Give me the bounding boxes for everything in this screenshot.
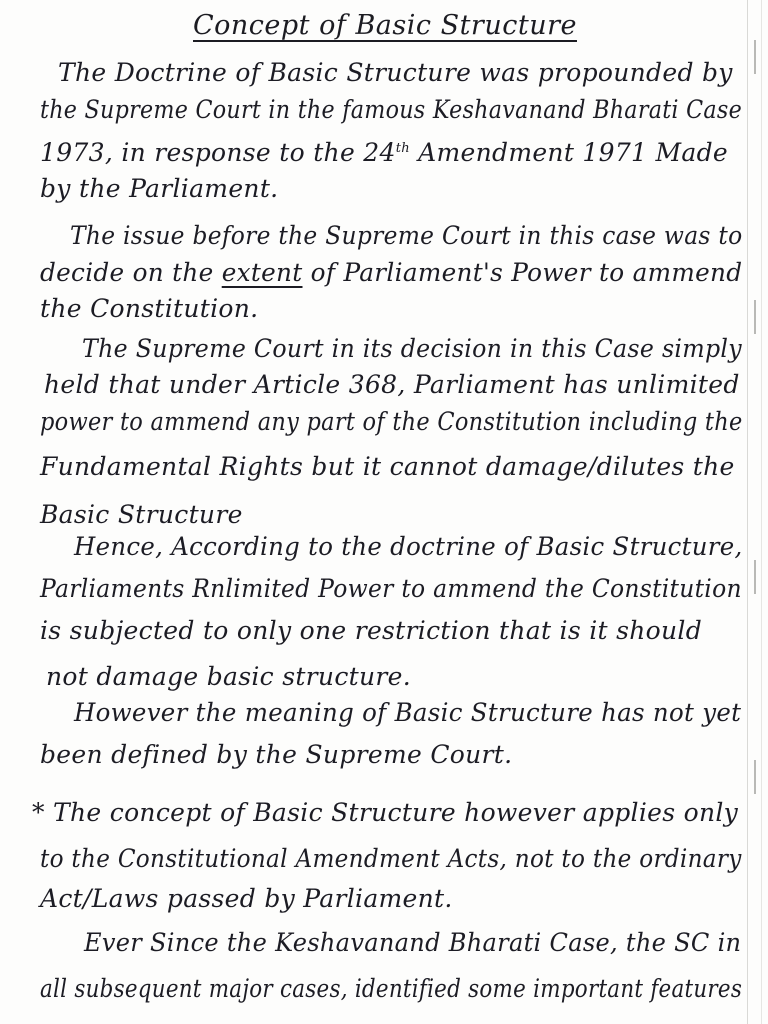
page-title: Concept of Basic Structure [193,10,577,41]
underlined-word: extent [221,258,303,287]
text-line: Act/Laws passed by Parliament. [40,884,453,913]
text-fragment: 1973, in response to the 24 [40,138,396,167]
text-line: all subsequent major cases, identified some important features [40,974,743,1003]
text-line: is subjected to only one restriction that is it should [40,616,703,645]
text-line: not damage basic structure. [46,662,411,691]
text-line: held that under Article 368, Parliament has unlimited [44,370,740,399]
text-fragment: decide on the [40,258,222,287]
text-line: Hence, According to the doctrine of Basic Structure, [74,532,743,561]
text-line: been defined by the Supreme Court. [40,740,513,769]
page-edge-mark [754,300,756,334]
text-line [40,258,742,288]
text-line: Ever Since the Keshavanand Bharati Case, the SC in [84,928,742,957]
text-line: Parliaments Rnlimited Power to ammend the Constitution [40,574,742,603]
page-edge-mark [754,560,756,594]
text-line: However the meaning of Basic Structure has not yet [74,698,742,727]
text-line: the Supreme Court in the famous Keshavanand Bharati Case [40,95,743,124]
page-edge-mark [754,760,756,794]
page-edge-mark [754,40,756,74]
text-line: power to ammend any part of the Constitution including the [40,407,743,436]
text-line: Fundamental Rights but it cannot damage/dilutes the [40,452,735,481]
page-edge-line [761,0,762,1024]
superscript: th [395,141,410,156]
text-line: The Doctrine of Basic Structure was propounded by [58,58,733,87]
page-edge-line [747,0,748,1024]
text-line: * The concept of Basic Structure however applies only [32,798,739,827]
text-fragment: Amendment 1971 Made [409,138,728,167]
text-fragment: of Parliament's Power to ammend [302,258,743,287]
text-line: The issue before the Supreme Court in this case was to [70,221,743,250]
text-line: the Constitution. [40,294,259,323]
text-line [40,134,728,168]
text-line: The Supreme Court in its decision in this Case simply [82,334,742,363]
text-line: Basic Structure [40,500,243,529]
text-line: to the Constitutional Amendment Acts, not to the ordinary [40,844,742,873]
text-line: by the Parliament. [40,174,279,203]
